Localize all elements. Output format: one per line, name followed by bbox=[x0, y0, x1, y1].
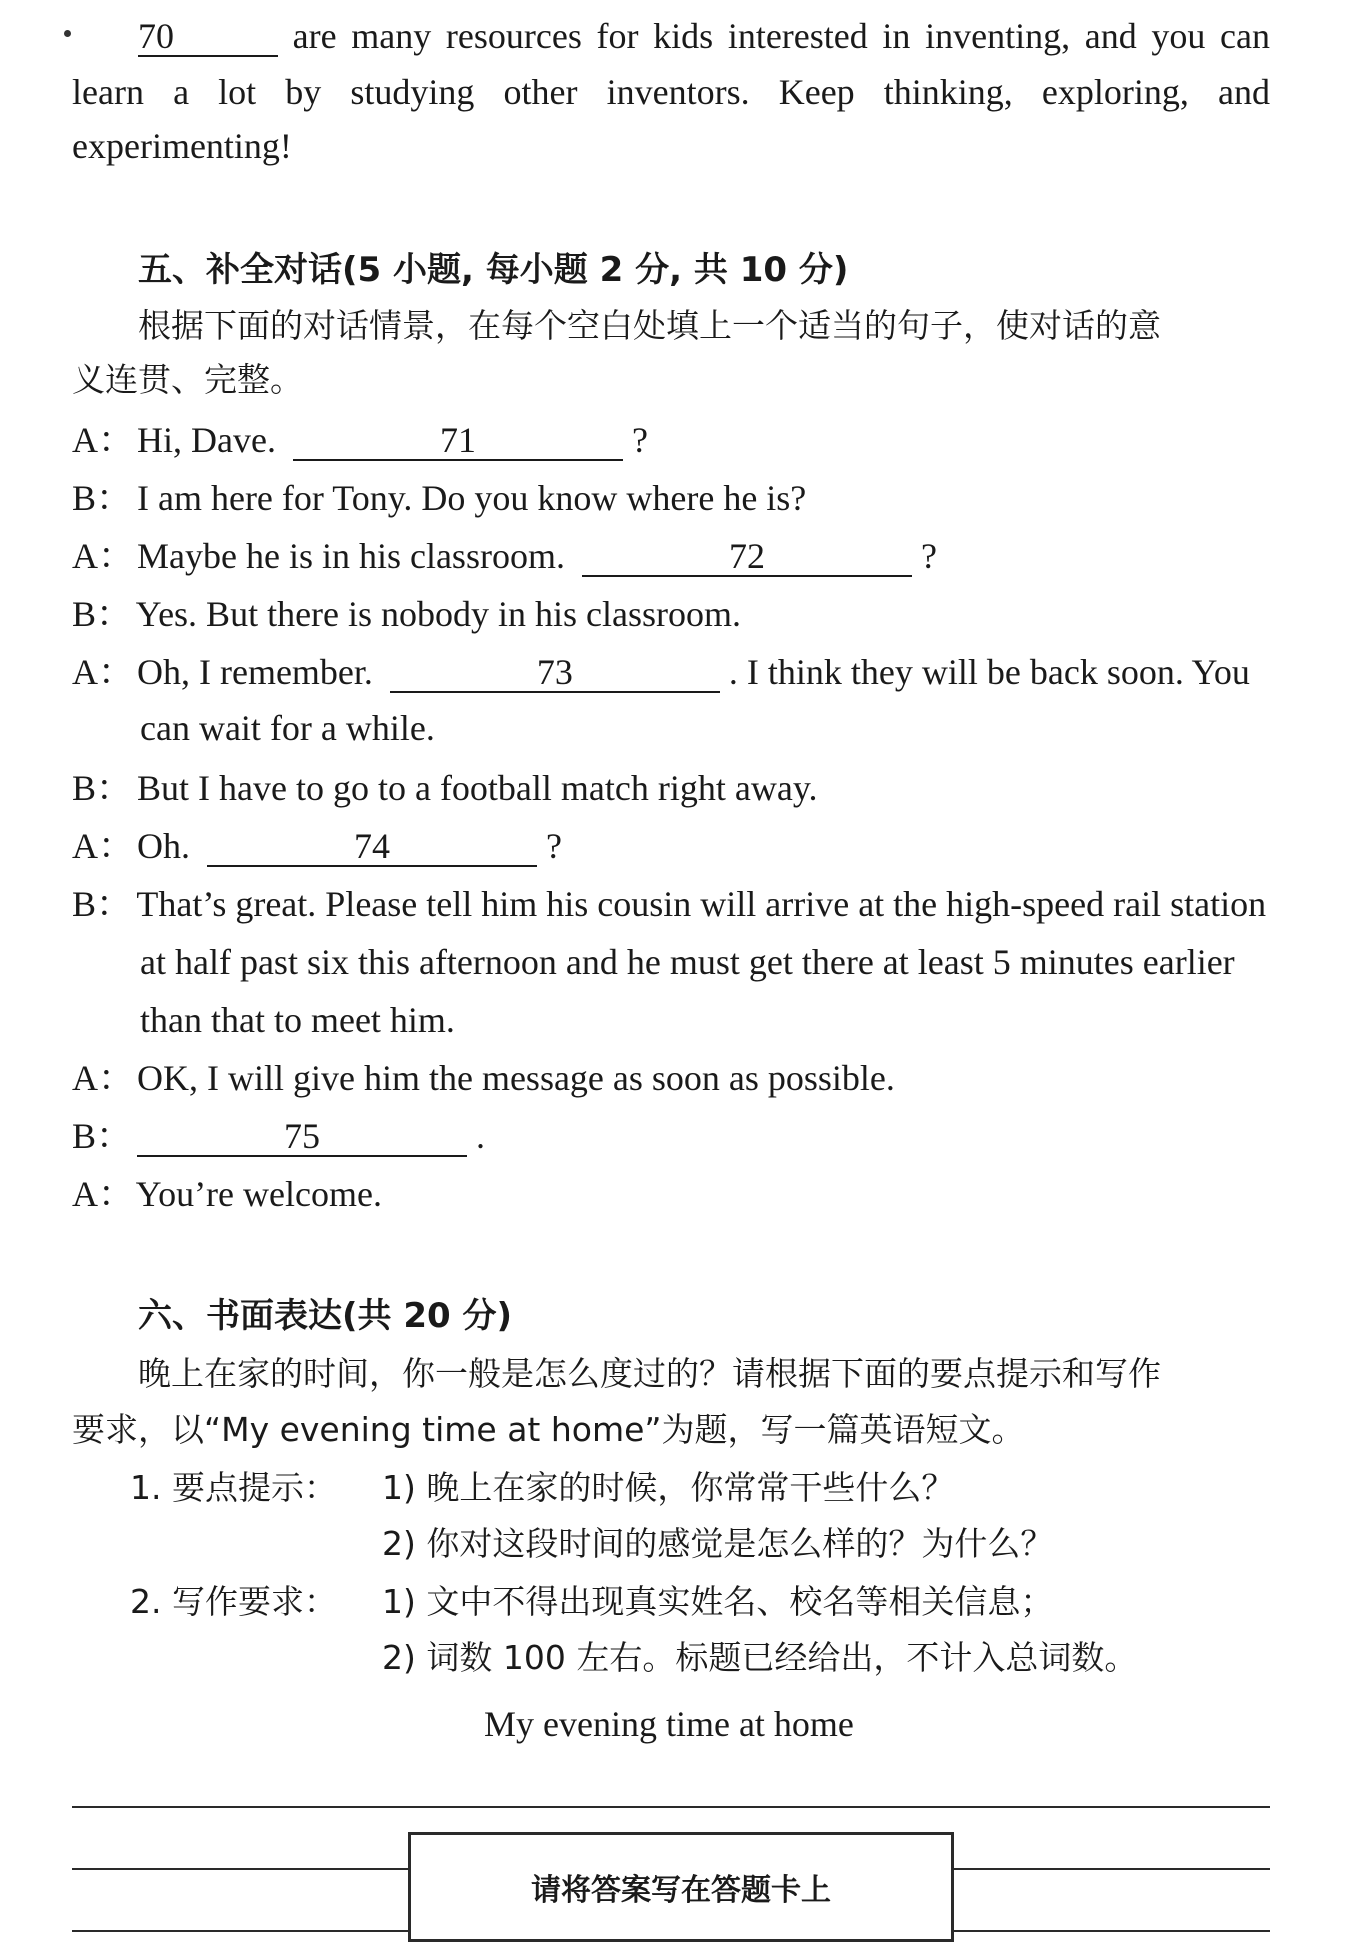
dialogue-line-a6 bbox=[72, 1170, 382, 1218]
dialogue-line-b5 bbox=[72, 1112, 485, 1160]
requirement-2: 2) 词数 100 左右。标题已经给出，不计入总词数。 bbox=[382, 1638, 1138, 1677]
dialogue-text: I am here for Tony. Do you know where he is? bbox=[137, 478, 807, 518]
section-5-heading: 五、补全对话(5 小题, 每小题 2 分, 共 10 分) bbox=[138, 250, 849, 290]
blank-74: 74 bbox=[207, 827, 537, 867]
dialogue-text: You’re welcome. bbox=[135, 1174, 382, 1214]
requirements-label: 2. 写作要求： bbox=[130, 1582, 337, 1621]
speaker-label: B： bbox=[72, 1116, 133, 1156]
dialogue-line-b4-cont-2: than that to meet him. bbox=[140, 1000, 455, 1040]
speaker-label: A： bbox=[72, 420, 134, 460]
answer-card-notice-text: 请将答案写在答题卡上 bbox=[531, 1873, 831, 1908]
blank-73: 73 bbox=[390, 653, 720, 693]
dialogue-line-a1 bbox=[72, 416, 648, 464]
key-point-2: 2) 你对这段时间的感觉是怎么样的？为什么？ bbox=[382, 1524, 1054, 1563]
passage-line-3: experimenting! bbox=[72, 126, 292, 166]
dialogue-text: Oh. bbox=[137, 826, 190, 866]
section-6-instruction-2: 要求，以“My evening time at home”为题，写一篇英语短文。 bbox=[72, 1410, 1025, 1449]
speaker-label: A： bbox=[72, 652, 134, 692]
dialogue-text: OK, I will give him the message as soon as possible. bbox=[137, 1058, 895, 1098]
blank-71: 71 bbox=[293, 421, 623, 461]
dialogue-text: That’s great. Please tell him his cousin will arrive at the high-speed rail station bbox=[136, 884, 1267, 924]
answer-line-1 bbox=[72, 1806, 1270, 1808]
speaker-label: B： bbox=[72, 768, 133, 808]
essay-title: My evening time at home bbox=[484, 1704, 854, 1744]
speaker-label: B： bbox=[72, 478, 133, 518]
dialogue-line-b1 bbox=[72, 474, 806, 522]
dialogue-text: Hi, Dave. bbox=[137, 420, 276, 460]
dialogue-text: Yes. But there is nobody in his classroom. bbox=[135, 594, 742, 634]
dialogue-punct: . bbox=[476, 1116, 485, 1156]
dialogue-line-b4-cont-1: at half past six this afternoon and he must get there at least 5 minutes earlier bbox=[140, 942, 1235, 982]
dialogue-punct: ? bbox=[631, 420, 648, 460]
passage-line-1 bbox=[138, 12, 1270, 60]
passage-line-2: learn a lot by studying other inventors. Keep thinking, exploring, and bbox=[72, 72, 1270, 112]
dialogue-punct: ? bbox=[920, 536, 937, 576]
dialogue-line-b2 bbox=[72, 590, 741, 638]
passage-line-1-text: are many resources for kids interested in inventing, and you can bbox=[292, 16, 1270, 56]
key-point-1: 1) 晚上在家的时候，你常常干些什么？ bbox=[382, 1468, 955, 1507]
dialogue-text: Maybe he is in his classroom. bbox=[137, 536, 565, 576]
speaker-label: A： bbox=[72, 826, 134, 866]
dialogue-punct: ? bbox=[546, 826, 562, 866]
speaker-label: A： bbox=[72, 1174, 134, 1214]
answer-card-notice bbox=[408, 1832, 954, 1942]
section-5-instruction-2: 义连贯、完整。 bbox=[72, 360, 303, 399]
section-5-instruction-1: 根据下面的对话情景，在每个空白处填上一个适当的句子，使对话的意 bbox=[138, 306, 1161, 345]
speaker-label: B： bbox=[72, 594, 133, 634]
speaker-label: A： bbox=[72, 1058, 134, 1098]
dialogue-line-a3-cont: can wait for a while. bbox=[140, 708, 435, 748]
speaker-label: B： bbox=[72, 884, 133, 924]
dialogue-text-after: . I think they will be back soon. You bbox=[728, 652, 1250, 692]
dialogue-line-a5 bbox=[72, 1054, 895, 1102]
blank-70: 70 bbox=[138, 17, 278, 57]
scan-mark bbox=[64, 30, 71, 37]
speaker-label: A： bbox=[72, 536, 134, 576]
dialogue-line-a3 bbox=[72, 648, 1250, 696]
key-points-label: 1. 要点提示： bbox=[130, 1468, 337, 1507]
section-6-instruction-1: 晚上在家的时间，你一般是怎么度过的？请根据下面的要点提示和写作 bbox=[138, 1354, 1161, 1393]
dialogue-line-a2 bbox=[72, 532, 937, 580]
dialogue-line-a4 bbox=[72, 822, 562, 870]
dialogue-line-b3 bbox=[72, 764, 817, 812]
section-6-heading: 六、书面表达(共 20 分) bbox=[138, 1296, 513, 1336]
blank-72: 72 bbox=[582, 537, 912, 577]
dialogue-text: Oh, I remember. bbox=[137, 652, 373, 692]
requirement-1: 1) 文中不得出现真实姓名、校名等相关信息； bbox=[382, 1582, 1054, 1621]
blank-75: 75 bbox=[137, 1117, 467, 1157]
dialogue-text: But I have to go to a football match right away. bbox=[137, 768, 818, 808]
dialogue-line-b4 bbox=[72, 880, 1266, 928]
